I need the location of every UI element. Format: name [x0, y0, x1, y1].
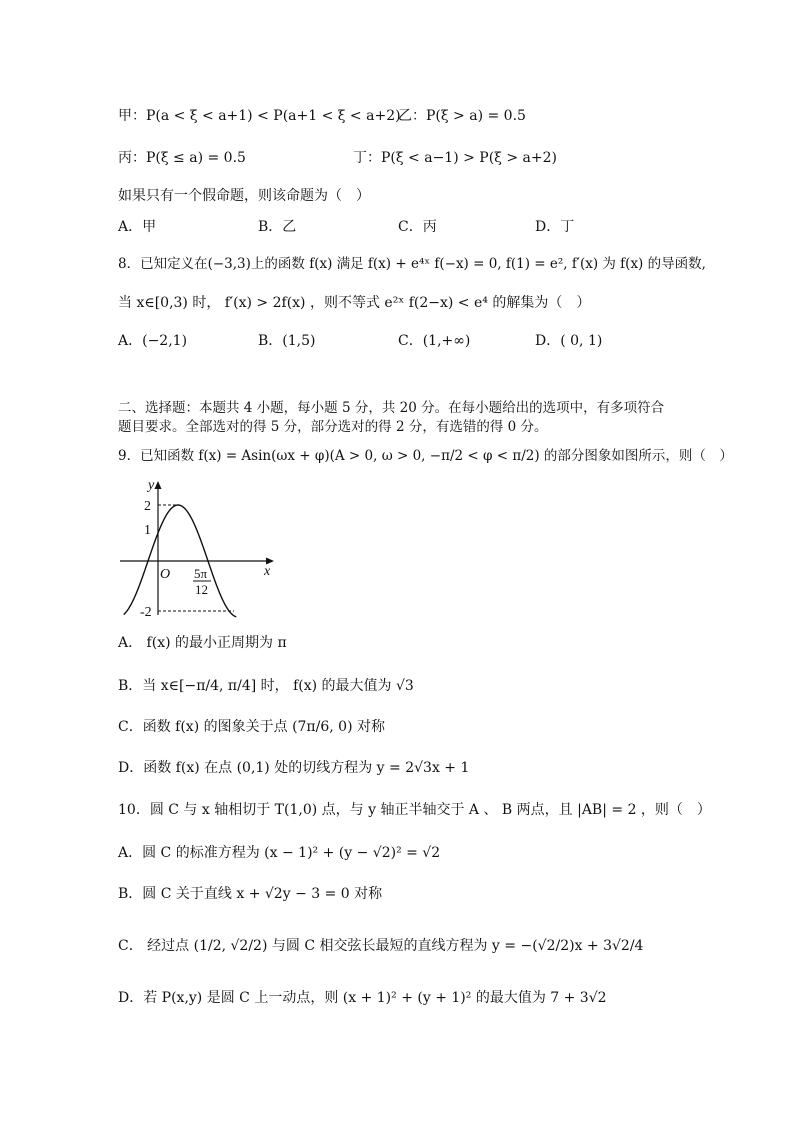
- y-axis-label: y: [148, 478, 155, 493]
- q10-option-d: D．若 P(x,y) 是圆 C 上一动点，则 (x + 1)² + (y + 1)² 的最大值为 7 + 3√2: [118, 990, 607, 1006]
- q7-statement-bing: 丙：P(ξ ≤ a) = 0.5: [118, 150, 246, 166]
- q9-option-b: B．当 x∈[−π/4, π/4] 时， f(x) 的最大值为 √3: [118, 678, 414, 694]
- q8-stem-line1: 8．已知定义在(−3,3)上的函数 f(x) 满足 f(x) + e⁴ˣ f(−x) = 0, f(1) = e², f′(x) 为 f(x) 的导函数,: [118, 256, 706, 272]
- q10-option-c: C． 经过点 (1/2, √2/2) 与圆 C 相交弦长最短的直线方程为 y = −(√2/2)x + 3√2/4: [118, 938, 644, 954]
- q8-option-b: B．(1,5): [258, 333, 316, 349]
- q7-option-d: D．丁: [535, 219, 575, 235]
- q9-sine-graph: [112, 475, 282, 620]
- q8-option-d: D．( 0, 1): [535, 333, 603, 349]
- q7-option-a: A．甲: [118, 219, 157, 235]
- section-heading-line2: 题目要求。全部选对的得 5 分，部分选对的得 2 分，有选错的得 0 分。: [118, 419, 548, 435]
- q10-option-b: B．圆 C 关于直线 x + √2y − 3 = 0 对称: [118, 886, 383, 902]
- tick-x-numerator: 5π: [194, 566, 208, 581]
- q7-prompt: 如果只有一个假命题，则该命题为（ ）: [118, 188, 370, 204]
- q8-option-a: A．(−2,1): [118, 333, 188, 349]
- origin-label: O: [160, 567, 171, 582]
- y-axis-arrow: [155, 481, 162, 489]
- section-heading-line1: 二、选择题：本题共 4 小题，每小题 5 分，共 20 分。在每小题给出的选项中，有多项符合: [118, 400, 665, 416]
- q9-stem: 9．已知函数 f(x) = Asin(ωx + φ)(A > 0, ω > 0, −π/2 < φ < π/2) 的部分图象如图所示，则（ ）: [118, 448, 733, 464]
- tick-y-1: 1: [144, 523, 151, 538]
- q7-option-b: B．乙: [258, 219, 297, 235]
- q10-stem: 10．圆 C 与 x 轴相切于 T(1,0) 点，与 y 轴正半轴交于 A 、 B 两点，且 |AB| = 2 ，则（ ）: [118, 802, 711, 818]
- x-axis-label: x: [264, 564, 271, 579]
- q9-option-d: D．函数 f(x) 在点 (0,1) 处的切线方程为 y = 2√3x + 1: [118, 760, 470, 776]
- tick-y-neg2: -2: [140, 605, 152, 620]
- tick-x-denominator: 12: [195, 582, 208, 597]
- q8-option-c: C．(1,+∞): [398, 333, 471, 349]
- q9-option-a: A． f(x) 的最小正周期为 π: [118, 635, 287, 651]
- q7-statement-ding: 丁：P(ξ < a−1) > P(ξ > a+2): [353, 150, 557, 166]
- q9-option-c: C．函数 f(x) 的图象关于点 (7π/6, 0) 对称: [118, 719, 385, 735]
- q10-option-a: A．圆 C 的标准方程为 (x − 1)² + (y − √2)² = √2: [118, 845, 441, 861]
- q7-option-c: C．丙: [398, 219, 437, 235]
- q7-statement-yi: 乙：P(ξ > a) = 0.5: [398, 108, 526, 124]
- q8-stem-line2: 当 x∈[0,3) 时， f′(x) > 2f(x) ，则不等式 e²ˣ f(2−x) < e⁴ 的解集为（ ）: [118, 295, 591, 311]
- q7-statement-jia: 甲：P(a < ξ < a+1) < P(a+1 < ξ < a+2): [118, 108, 401, 124]
- tick-y-2: 2: [144, 499, 151, 514]
